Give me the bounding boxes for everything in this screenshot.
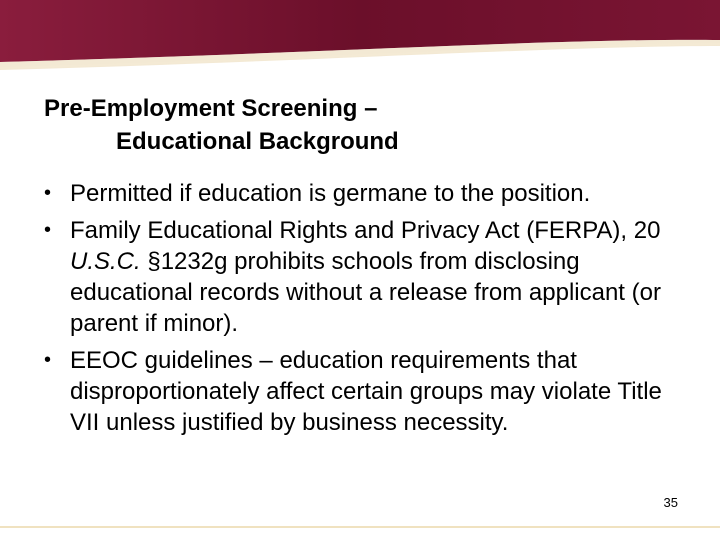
bullet-item-2 <box>40 215 680 339</box>
bullet-text: Permitted if education is germane to the position. <box>70 180 591 207</box>
title-line-2: Educational Background <box>116 128 399 155</box>
header-banner <box>0 0 720 80</box>
bullet-text-italic: U.S.C. <box>70 248 141 275</box>
bullet-icon: • <box>44 182 52 204</box>
bullet-list <box>40 178 680 444</box>
bullet-text-part: Family Educational Rights and Privacy Act (FERPA), 20 <box>70 217 661 244</box>
bullet-text-part: §1232g prohibits schools from disclosing educational records without a release from applicant (or parent if minor). <box>70 248 661 337</box>
bullet-icon: • <box>44 219 52 241</box>
title-line-1: Pre-Employment Screening – <box>44 95 378 122</box>
page-number: 35 <box>663 495 678 510</box>
footer-line <box>0 526 720 528</box>
bullet-item-1 <box>40 178 680 209</box>
bullet-text <box>70 217 661 337</box>
bullet-icon: • <box>44 349 52 371</box>
bullet-item-3 <box>40 345 680 438</box>
slide-title <box>44 92 684 158</box>
bullet-text: EEOC guidelines – education requirements that disproportionately affect certain groups may violate Title VII unless justified by business necessity. <box>70 347 662 436</box>
